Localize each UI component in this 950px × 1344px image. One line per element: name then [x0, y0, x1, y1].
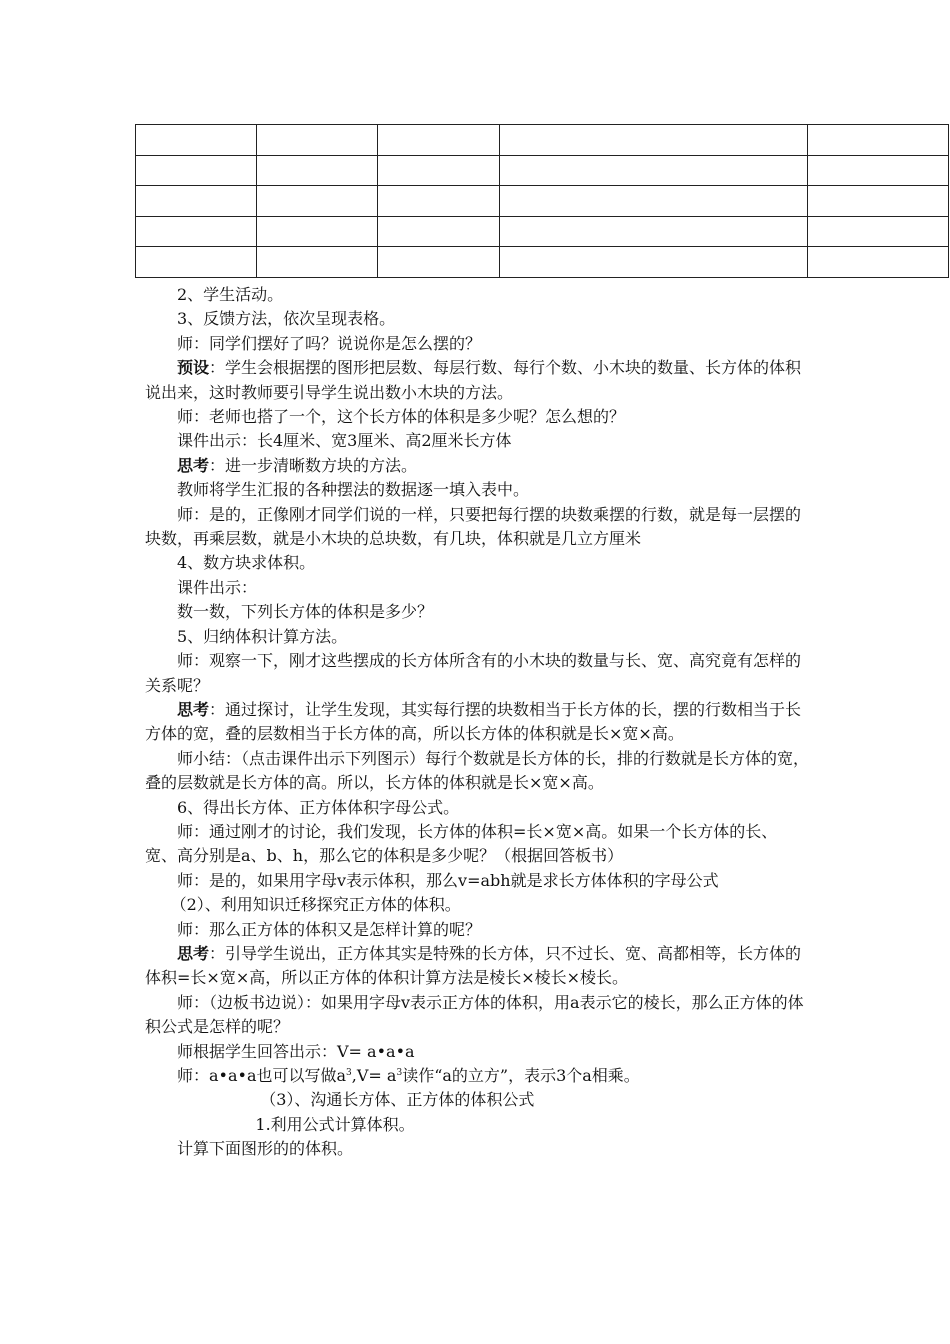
data-table	[135, 124, 949, 278]
table-cell	[136, 186, 257, 217]
paragraph	[145, 405, 809, 429]
paragraph-text: 教师将学生汇报的各种摆法的数据逐一填入表中。	[177, 480, 530, 500]
table-cell	[500, 247, 808, 278]
paragraph-text: 4、数方块求体积。	[177, 553, 316, 573]
paragraph	[145, 869, 809, 893]
paragraph-text: 师：是的，如果用字母v表示体积，那么v=abh就是求长方体体积的字母公式	[177, 870, 719, 890]
table-cell	[257, 186, 378, 217]
paragraph-text: 课件出示：	[177, 577, 258, 597]
paragraph-text: 6、得出长方体、正方体体积字母公式。	[177, 797, 460, 817]
paragraph-text: 3、反馈方法，依次呈现表格。	[177, 309, 396, 329]
paragraph-text: 师：是的，正像刚才同学们说的一样，只要把每行摆的块数乘摆的行数，就是每一层摆的块数，再乘层数，就是小木块的总块数，有几块，体积就是几立方厘米	[145, 504, 802, 549]
table-cell	[808, 155, 949, 186]
paragraph-text: ：进一步清晰数方块的方法。	[209, 455, 418, 475]
paragraph-text: ：通过探讨，让学生发现，其实每行摆的块数相当于长方体的长，摆的行数相当于长方体的宽，叠的层数相当于长方体的高，所以长方体的体积就是长×宽×高。	[145, 699, 802, 744]
table-cell	[257, 216, 378, 247]
paragraph-text: ：学生会根据摆的图形把层数、每层行数、每行个数、小木块的数量、长方体的体积说出来，这时教师要引导学生说出数小木块的方法。	[145, 358, 802, 402]
bold-label: 预设	[177, 358, 210, 378]
paragraph	[145, 1113, 809, 1137]
table-cell	[378, 155, 500, 186]
paragraph	[145, 1040, 809, 1064]
table-cell	[500, 216, 808, 247]
paragraph-text: 2、学生活动。	[177, 285, 284, 304]
table-cell	[136, 216, 257, 247]
table-cell	[500, 125, 808, 156]
table-cell	[808, 216, 949, 247]
bold-label: 思考	[177, 699, 210, 719]
paragraph-text: 师：同学们摆好了吗？说说你是怎么摆的？	[177, 333, 482, 353]
paragraph	[145, 918, 809, 942]
table-cell	[808, 186, 949, 217]
bold-label: 思考	[177, 455, 210, 475]
paragraph	[145, 576, 809, 600]
paragraph-text: 数一数，下列长方体的体积是多少？	[177, 602, 434, 622]
paragraph	[145, 356, 809, 405]
paragraph-text: 师：老师也搭了一个，这个长方体的体积是多少呢？怎么想的？	[177, 407, 626, 427]
table-cell	[257, 155, 378, 186]
paragraph	[145, 649, 809, 698]
lesson-text	[145, 283, 809, 1162]
superscript: 3	[346, 1068, 352, 1078]
paragraph	[145, 600, 809, 624]
table-cell	[136, 155, 257, 186]
paragraph	[145, 1137, 809, 1161]
table-cell	[257, 247, 378, 278]
paragraph	[145, 747, 809, 796]
paragraph-text: 师根据学生回答出示：V= a•a•a	[177, 1041, 415, 1061]
table-row	[136, 186, 949, 217]
bold-label: 思考	[177, 943, 210, 963]
paragraph-text: 5、归纳体积计算方法。	[177, 626, 348, 646]
table-cell	[378, 125, 500, 156]
paragraph-text: （3）、沟通长方体、正方体的体积公式	[260, 1090, 535, 1110]
paragraph	[145, 551, 809, 575]
paragraph-text: （2）、利用知识迁移探究正方体的体积。	[170, 895, 461, 915]
paragraph	[145, 893, 809, 917]
table-cell	[378, 186, 500, 217]
table-cell	[808, 125, 949, 156]
paragraph-text: 师：那么正方体的体积又是怎样计算的呢？	[177, 919, 482, 939]
table-cell	[808, 247, 949, 278]
table-cell	[257, 125, 378, 156]
paragraph	[145, 332, 809, 356]
table-cell	[136, 247, 257, 278]
paragraph	[145, 503, 809, 552]
paragraph-text: 师小结：（点击课件出示下列图示）每行个数就是长方体的长，排的行数就是长方体的宽，叠的层数就是长方体的高。所以，长方体的体积就是长×宽×高。	[145, 748, 810, 793]
paragraph-text: 读作“a的立方”，表示3个a相乘。	[402, 1066, 640, 1085]
paragraph	[145, 698, 809, 747]
table-cell	[500, 155, 808, 186]
table-cell	[500, 186, 808, 217]
superscript: 3	[396, 1068, 403, 1078]
paragraph-text: 1.利用公式计算体积。	[255, 1114, 415, 1134]
paragraph	[145, 283, 809, 307]
paragraph-text: 师：通过刚才的讨论，我们发现，长方体的体积=长×宽×高。如果一个长方体的长、宽、高分别是a、b、h，那么它的体积是多少呢？（根据回答板书）	[145, 821, 778, 866]
table-row	[136, 216, 949, 247]
paragraph	[145, 1088, 809, 1112]
paragraph	[145, 429, 809, 453]
paragraph	[145, 307, 809, 331]
paragraph-text: 师：（边板书边说）：如果用字母v表示正方体的体积，用a表示它的棱长，那么正方体的体积公式是怎样的呢？	[145, 992, 804, 1037]
table-row	[136, 125, 949, 156]
paragraph	[145, 796, 809, 820]
paragraph-text: 课件出示：长4厘米、宽3厘米、高2厘米长方体	[177, 431, 512, 451]
table-cell	[378, 247, 500, 278]
table-cell	[136, 125, 257, 156]
text-segment: ,V= a	[351, 1066, 397, 1085]
table-cell	[378, 216, 500, 247]
table-row	[136, 247, 949, 278]
text-segment: 师：a•a•a也可以写做a	[177, 1066, 347, 1085]
paragraph	[145, 820, 809, 869]
paragraph	[145, 942, 809, 991]
paragraph-text: 计算下面图形的的体积。	[177, 1139, 354, 1159]
paragraph	[145, 625, 809, 649]
table-row	[136, 155, 949, 186]
paragraph	[145, 478, 809, 502]
paragraph-text: ：引导学生说出，正方体其实是特殊的长方体，只不过长、宽、高都相等，长方体的体积=长×宽×高，所以正方体的体积计算方法是棱长×棱长×棱长。	[145, 943, 802, 988]
paragraph	[145, 991, 809, 1040]
paragraph	[145, 1064, 809, 1088]
paragraph-text: 师：观察一下，刚才这些摆成的长方体所含有的小木块的数量与长、宽、高究竟有怎样的关系呢？	[145, 651, 802, 695]
paragraph	[145, 454, 809, 478]
